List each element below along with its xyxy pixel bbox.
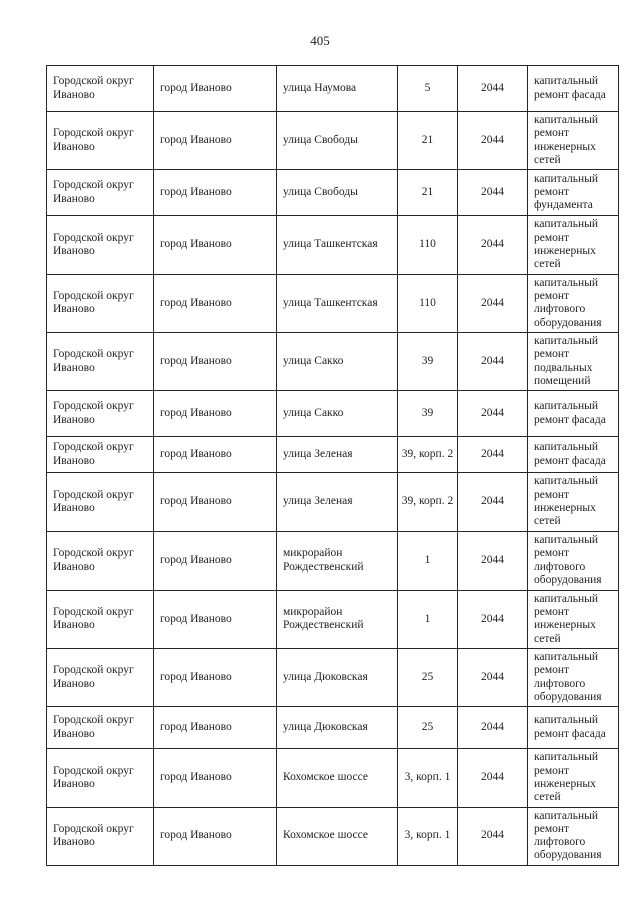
- cell-work: капитальный ремонт фасада: [528, 391, 619, 437]
- cell-work: капитальный ремонт инженерных сетей: [528, 473, 619, 531]
- cell-year: 2044: [458, 332, 528, 390]
- cell-street: улица Ташкентская: [277, 216, 398, 274]
- cell-street: улица Сакко: [277, 391, 398, 437]
- table-row: [47, 707, 619, 749]
- cell-house: 110: [398, 216, 458, 274]
- cell-house: 39, корп. 2: [398, 473, 458, 531]
- cell-house: 21: [398, 112, 458, 170]
- cell-city: город Иваново: [154, 332, 277, 390]
- cell-street: улица Дюковская: [277, 707, 398, 749]
- cell-work: капитальный ремонт подвальных помещений: [528, 332, 619, 390]
- cell-work: капитальный ремонт инженерных сетей: [528, 112, 619, 170]
- cell-city: город Иваново: [154, 66, 277, 112]
- capital-repair-table: [46, 65, 619, 866]
- cell-city: город Иваново: [154, 274, 277, 332]
- cell-work: капитальный ремонт фундамента: [528, 170, 619, 216]
- table-row: [47, 473, 619, 531]
- cell-city: город Иваново: [154, 437, 277, 473]
- cell-work: капитальный ремонт инженерных сетей: [528, 216, 619, 274]
- cell-street: микрорайон Рождественский: [277, 590, 398, 648]
- cell-street: улица Наумова: [277, 66, 398, 112]
- cell-street: Кохомское шоссе: [277, 807, 398, 865]
- cell-work: капитальный ремонт лифтового оборудования: [528, 531, 619, 590]
- cell-district: Городской округ Иваново: [47, 332, 154, 390]
- cell-year: 2044: [458, 707, 528, 749]
- cell-house: 110: [398, 274, 458, 332]
- cell-city: город Иваново: [154, 391, 277, 437]
- cell-year: 2044: [458, 216, 528, 274]
- table-row: [47, 749, 619, 807]
- cell-year: 2044: [458, 749, 528, 807]
- cell-year: 2044: [458, 473, 528, 531]
- table-row: [47, 437, 619, 473]
- cell-work: капитальный ремонт инженерных сетей: [528, 590, 619, 648]
- cell-house: 25: [398, 707, 458, 749]
- cell-work: капитальный ремонт фасада: [528, 66, 619, 112]
- cell-house: 39, корп. 2: [398, 437, 458, 473]
- cell-district: Городской округ Иваново: [47, 112, 154, 170]
- cell-street: улица Ташкентская: [277, 274, 398, 332]
- cell-district: Городской округ Иваново: [47, 216, 154, 274]
- cell-house: 1: [398, 590, 458, 648]
- table-row: [47, 170, 619, 216]
- table-row: [47, 216, 619, 274]
- cell-district: Городской округ Иваново: [47, 531, 154, 590]
- cell-district: Городской округ Иваново: [47, 749, 154, 807]
- cell-street: улица Дюковская: [277, 648, 398, 706]
- cell-city: город Иваново: [154, 807, 277, 865]
- cell-house: 5: [398, 66, 458, 112]
- cell-year: 2044: [458, 807, 528, 865]
- cell-year: 2044: [458, 274, 528, 332]
- cell-street: улица Свободы: [277, 170, 398, 216]
- cell-district: Городской округ Иваново: [47, 590, 154, 648]
- cell-district: Городской округ Иваново: [47, 170, 154, 216]
- cell-street: улица Зеленая: [277, 473, 398, 531]
- cell-work: капитальный ремонт лифтового оборудования: [528, 807, 619, 865]
- cell-year: 2044: [458, 648, 528, 706]
- cell-house: 1: [398, 531, 458, 590]
- table-row: [47, 531, 619, 590]
- cell-district: Городской округ Иваново: [47, 274, 154, 332]
- cell-city: город Иваново: [154, 473, 277, 531]
- cell-district: Городской округ Иваново: [47, 648, 154, 706]
- table-row: [47, 807, 619, 865]
- cell-house: 39: [398, 391, 458, 437]
- cell-district: Городской округ Иваново: [47, 707, 154, 749]
- cell-street: улица Свободы: [277, 112, 398, 170]
- cell-city: город Иваново: [154, 112, 277, 170]
- cell-work: капитальный ремонт лифтового оборудования: [528, 274, 619, 332]
- cell-city: город Иваново: [154, 749, 277, 807]
- cell-year: 2044: [458, 170, 528, 216]
- cell-city: город Иваново: [154, 216, 277, 274]
- table-row: [47, 590, 619, 648]
- cell-district: Городской округ Иваново: [47, 807, 154, 865]
- cell-district: Городской округ Иваново: [47, 437, 154, 473]
- cell-work: капитальный ремонт фасада: [528, 437, 619, 473]
- table-row: [47, 66, 619, 112]
- cell-house: 3, корп. 1: [398, 807, 458, 865]
- cell-work: капитальный ремонт фасада: [528, 707, 619, 749]
- cell-year: 2044: [458, 66, 528, 112]
- cell-house: 21: [398, 170, 458, 216]
- cell-house: 39: [398, 332, 458, 390]
- cell-city: город Иваново: [154, 590, 277, 648]
- cell-city: город Иваново: [154, 648, 277, 706]
- cell-year: 2044: [458, 112, 528, 170]
- cell-district: Городской округ Иваново: [47, 391, 154, 437]
- cell-year: 2044: [458, 437, 528, 473]
- repair-table-body: [47, 66, 619, 866]
- cell-house: 3, корп. 1: [398, 749, 458, 807]
- table-row: [47, 648, 619, 706]
- cell-year: 2044: [458, 391, 528, 437]
- cell-work: капитальный ремонт лифтового оборудования: [528, 648, 619, 706]
- table-row: [47, 332, 619, 390]
- table-row: [47, 274, 619, 332]
- cell-street: микрорайон Рождественский: [277, 531, 398, 590]
- cell-street: улица Сакко: [277, 332, 398, 390]
- cell-work: капитальный ремонт инженерных сетей: [528, 749, 619, 807]
- page-number: 405: [310, 33, 330, 48]
- cell-street: улица Зеленая: [277, 437, 398, 473]
- table-row: [47, 112, 619, 170]
- cell-district: Городской округ Иваново: [47, 473, 154, 531]
- cell-district: Городской округ Иваново: [47, 66, 154, 112]
- cell-city: город Иваново: [154, 707, 277, 749]
- cell-city: город Иваново: [154, 170, 277, 216]
- cell-year: 2044: [458, 531, 528, 590]
- table-row: [47, 391, 619, 437]
- cell-house: 25: [398, 648, 458, 706]
- cell-street: Кохомское шоссе: [277, 749, 398, 807]
- cell-year: 2044: [458, 590, 528, 648]
- cell-city: город Иваново: [154, 531, 277, 590]
